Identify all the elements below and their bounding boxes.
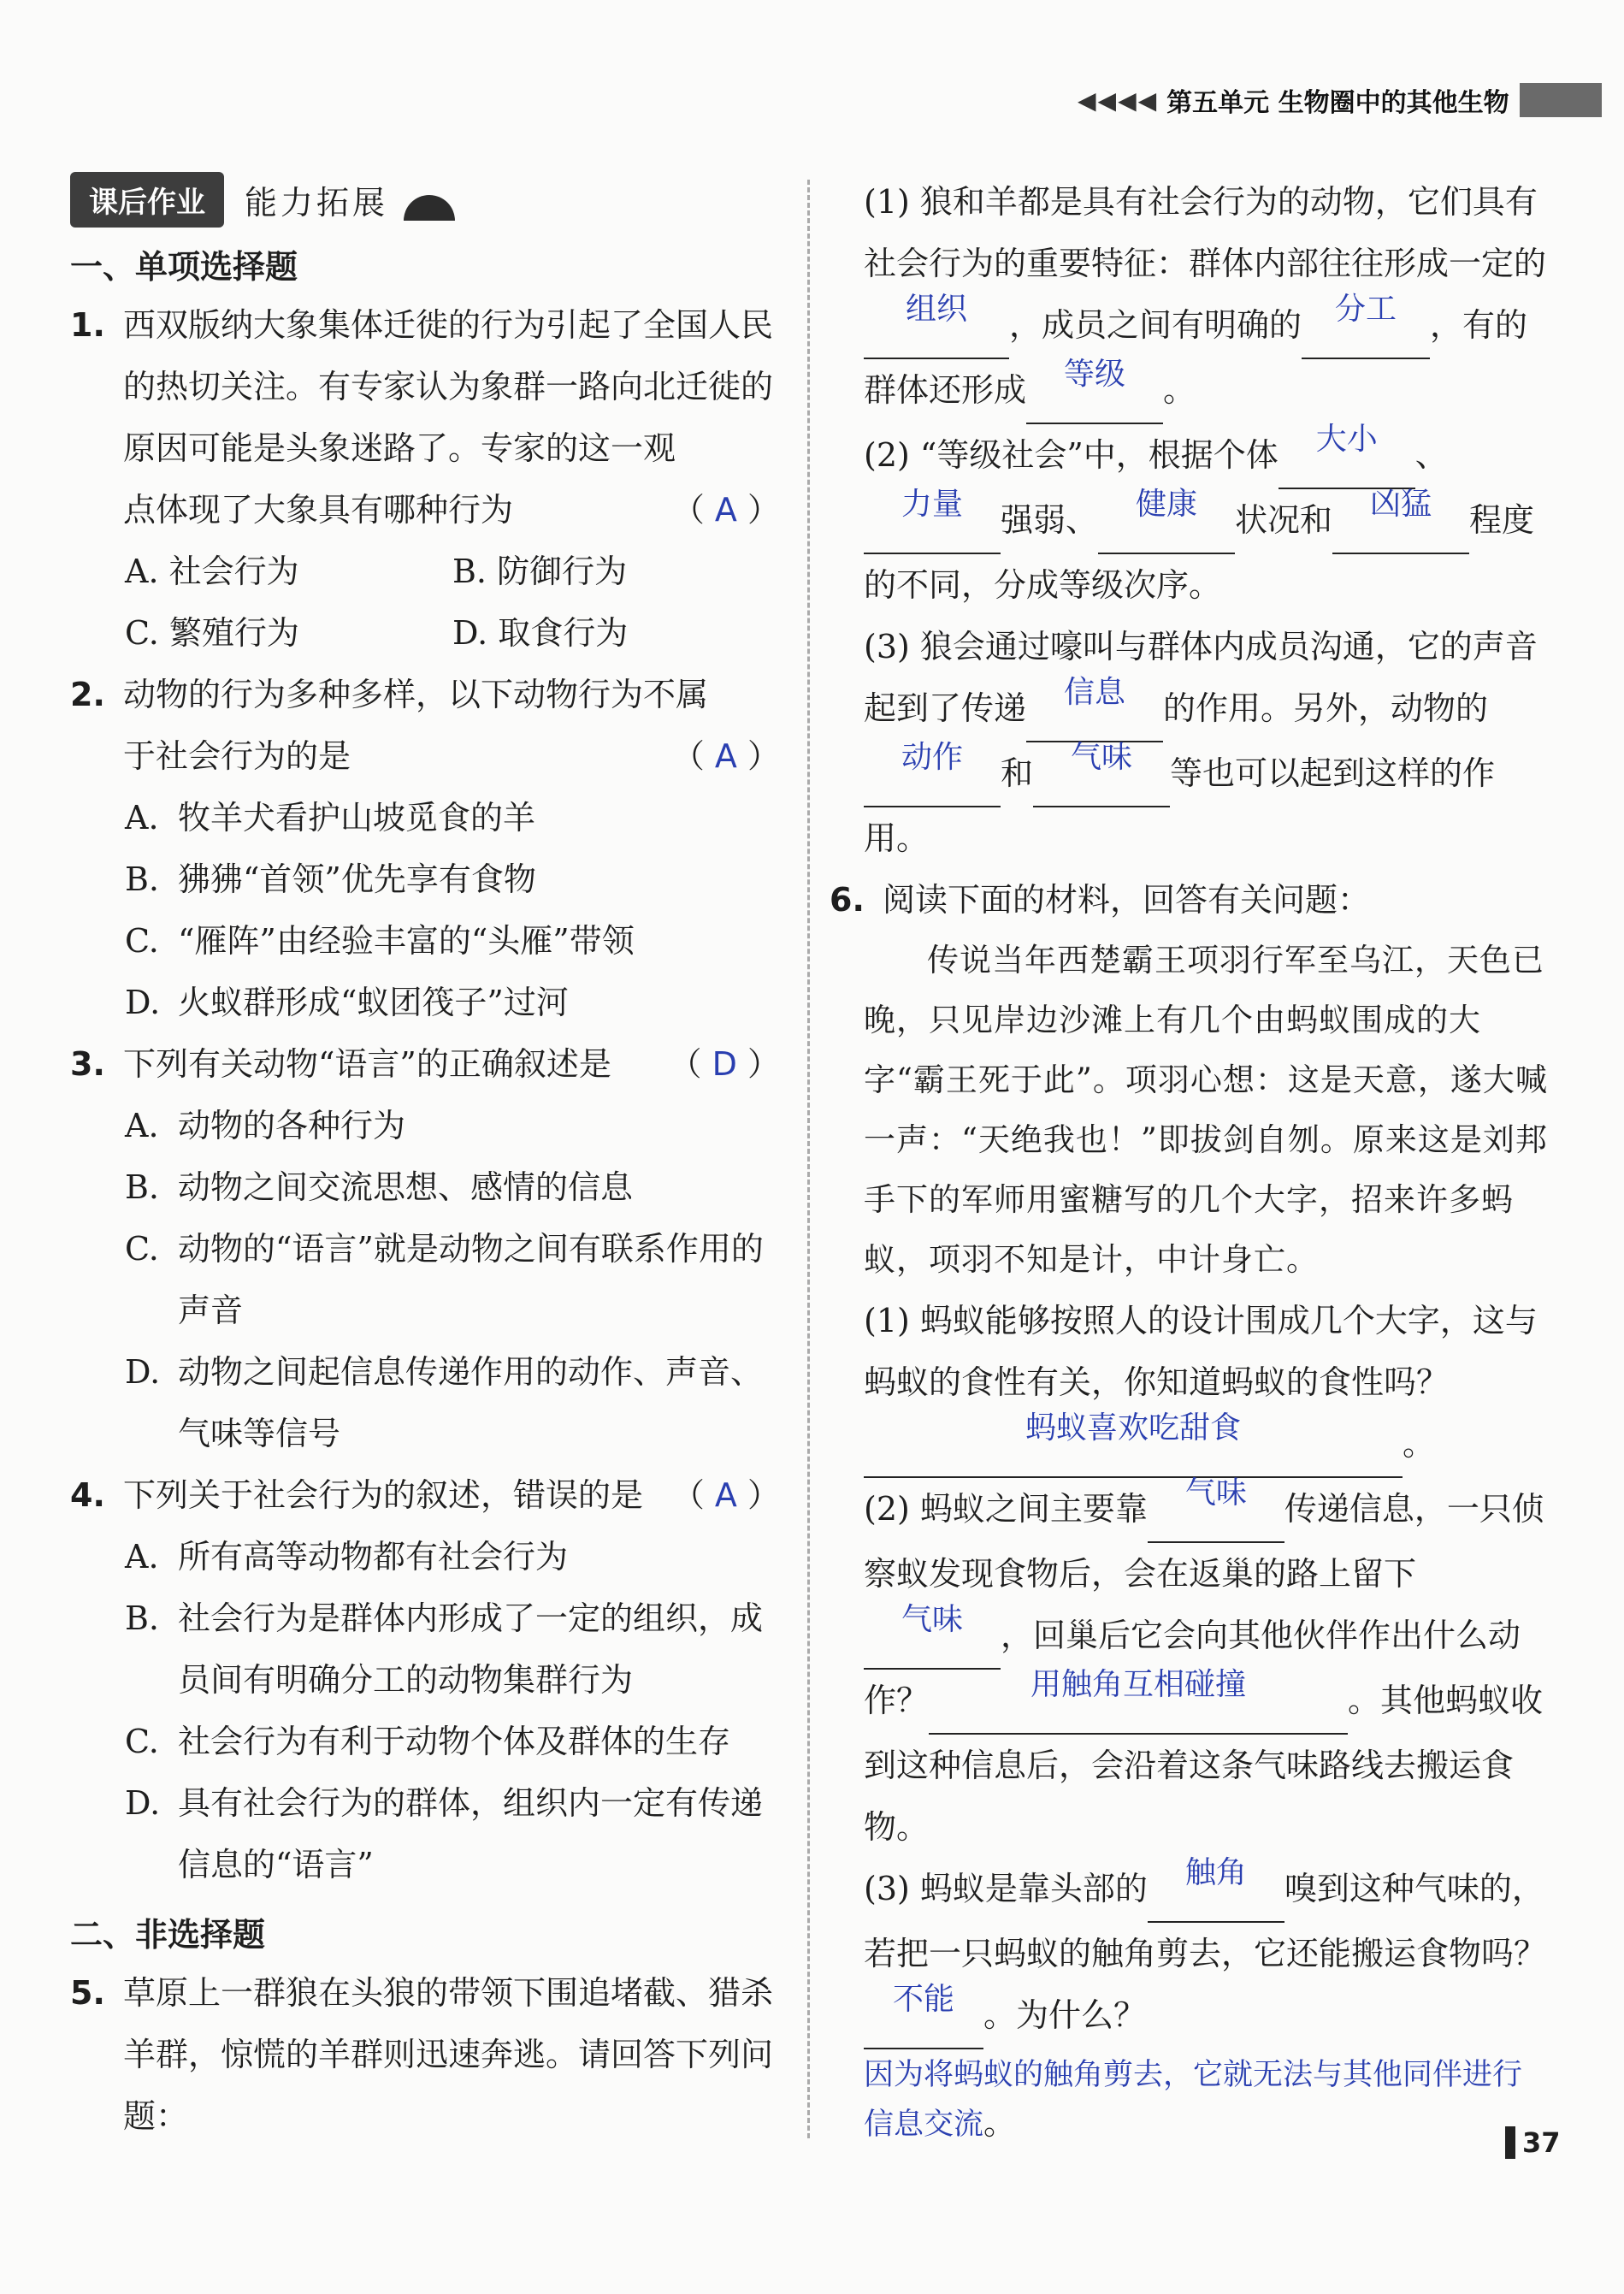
question-stem-end: 点体现了大象具有哪种行为 xyxy=(123,491,514,529)
fill-blank xyxy=(1026,359,1163,424)
right-column xyxy=(830,171,1548,2149)
options-row xyxy=(70,541,780,602)
column-divider xyxy=(807,180,810,2138)
option xyxy=(70,910,780,972)
option-d: D. 取食行为 xyxy=(452,614,629,652)
q5-text: 等也可以起到这样的作用。 xyxy=(864,754,1496,857)
question-stem: 西双版纳大象集体迁徙的行为引起了全国人民的热切关注。有专家认为象群一路向北迁徙的原因可能是头象迷路了。专家的这一观 xyxy=(123,306,774,467)
question-stem: 下列关于社会行为的叙述，错误的是 xyxy=(123,1476,644,1514)
badge-decoration xyxy=(404,195,455,221)
q6-text: 。其他蚂蚁收到这种信息后，会沿着这条气味路线去搬运食物。 xyxy=(864,1682,1544,1846)
option-text: 社会行为是群体内形成了一定的组织，成员间有明确分工的动物集群行为 xyxy=(178,1599,764,1699)
q6-text: 。 xyxy=(983,2104,1017,2142)
option xyxy=(70,1095,780,1156)
q6-part-2 xyxy=(864,1475,1548,1858)
answer-value: 力量 xyxy=(901,487,963,522)
question-6 xyxy=(830,869,1548,931)
q5-text: (3) 狼会通过嚎叫与群体内成员沟通，它的声音起到了传递 xyxy=(864,628,1538,727)
answer-value: D xyxy=(712,1045,737,1083)
left-column xyxy=(70,171,780,2147)
question-5 xyxy=(70,1962,780,2147)
fill-blank xyxy=(864,489,1001,554)
page-number-marker xyxy=(1505,2126,1515,2159)
badge-tag: 课后作业 xyxy=(70,172,224,228)
answer-value: 动作 xyxy=(901,740,963,775)
option xyxy=(70,1341,780,1464)
option xyxy=(70,848,780,910)
option-text: “雁阵”由经验丰富的“头雁”带领 xyxy=(178,922,635,960)
answer-paren: （ A ） xyxy=(671,491,780,529)
answer-value: A xyxy=(714,737,737,775)
answer-value: 气味 xyxy=(1184,1475,1247,1511)
answer-value: 气味 xyxy=(1071,740,1133,775)
q6-part-3 xyxy=(864,1855,1548,2049)
question-number: 3. xyxy=(70,1045,105,1083)
answer-paren: （ A ） xyxy=(671,737,780,775)
answer-value: 气味 xyxy=(901,1602,963,1637)
option-c: C. 繁殖行为 xyxy=(125,614,299,652)
option-text: 所有高等动物都有社会行为 xyxy=(178,1538,569,1576)
option-letter: A. xyxy=(125,799,159,837)
unit-title: 第五单元 生物圈中的其他生物 xyxy=(1166,88,1509,118)
question-stem: 草原上一群狼在头狼的带领下围追堵截、猎杀羊群，惊慌的羊群则迅速奔逃。请回答下列问题： xyxy=(123,1974,774,2135)
option xyxy=(70,1587,780,1711)
q6-part-1 xyxy=(864,1290,1548,1478)
answer-value: 不能 xyxy=(892,1982,954,2017)
answer-value: 分工 xyxy=(1335,292,1397,327)
question-number: 6. xyxy=(830,881,865,919)
fill-blank xyxy=(864,742,1001,807)
options-row xyxy=(70,602,780,664)
answer-value: 大小 xyxy=(1315,422,1378,457)
fill-blank xyxy=(1098,489,1235,554)
question-number: 1. xyxy=(70,306,105,344)
option-letter: A. xyxy=(125,1107,159,1144)
option-text: 具有社会行为的群体，组织内一定有传递信息的“语言” xyxy=(178,1784,764,1883)
answer-value: 用触角互相碰撞 xyxy=(1031,1667,1247,1702)
option-letter: B. xyxy=(125,1168,160,1206)
question-4 xyxy=(70,1464,780,1526)
page-number-value: 37 xyxy=(1522,2126,1561,2159)
question-stem: 动物的行为多种多样，以下动物行为不属 xyxy=(123,676,709,713)
option-letter: D. xyxy=(125,1784,161,1822)
header-bar xyxy=(1520,83,1602,117)
section-single-choice: 一、单项选择题 xyxy=(70,248,298,286)
answer-value: 触角 xyxy=(1184,1855,1247,1890)
fill-blank xyxy=(1033,742,1170,807)
answer-value: 信息 xyxy=(1064,675,1126,710)
option-text: 牧羊犬看护山坡觅食的羊 xyxy=(178,799,536,837)
q5-part-3 xyxy=(864,616,1548,869)
fill-blank xyxy=(929,1667,1348,1735)
option-letter: C. xyxy=(125,922,159,960)
question-stem: 下列有关动物“语言”的正确叙述是 xyxy=(123,1045,611,1083)
answer-value: 健康 xyxy=(1136,487,1198,522)
option-letter: B. xyxy=(125,1599,160,1637)
option xyxy=(70,972,780,1033)
fill-blank xyxy=(1148,1475,1284,1543)
question-3 xyxy=(70,1033,780,1095)
answer-value: 等级 xyxy=(1064,357,1126,392)
question-number: 4. xyxy=(70,1476,105,1514)
fill-blank xyxy=(864,294,1009,359)
answer-value: A xyxy=(714,1476,737,1514)
q5-text: 程度的不同，分成等级次序。 xyxy=(864,501,1535,604)
q5-text: 。 xyxy=(1163,371,1196,409)
q6-text: ，回巢后它会向其他伙伴作出什么动作？ xyxy=(864,1617,1521,1719)
fill-blank xyxy=(1332,489,1469,554)
badge-subtitle: 能力拓展 xyxy=(245,183,389,222)
option xyxy=(70,1218,780,1341)
option-letter: D. xyxy=(125,1353,161,1391)
fill-blank xyxy=(864,1602,1001,1670)
question-1 xyxy=(70,294,780,541)
option xyxy=(70,1156,780,1218)
q6-text: 传递信息，一只侦察蚁发现食物后，会在返巢的路上留下 xyxy=(864,1490,1544,1593)
option-text: 火蚁群形成“蚁团筏子”过河 xyxy=(178,984,569,1021)
answer-value: 凶猛 xyxy=(1370,487,1432,522)
q6-text: (1) 蚂蚁能够按照人的设计围成几个大字，这与蚂蚁的食性有关，你知道蚂蚁的食性吗？ xyxy=(864,1302,1538,1401)
answer-value: 因为将蚂蚁的触角剪去，它就无法与其他同伴进行信息交流 xyxy=(864,2058,1523,2142)
option xyxy=(70,1711,780,1772)
q6-text: (2) 蚂蚁之间主要靠 xyxy=(864,1490,1148,1528)
option-text: 动物的“语言”就是动物之间有联系作用的声音 xyxy=(178,1230,764,1329)
answer-value: 组织 xyxy=(905,292,967,327)
option-b: B. 防御行为 xyxy=(452,553,628,590)
q6-text: 。 xyxy=(1403,1425,1436,1463)
answer-paren: （ A ） xyxy=(671,1476,780,1514)
reading-passage: 传说当年西楚霸王项羽行军至乌江，天色已晚，只见岸边沙滩上有几个由蚂蚁围成的大字“霸王死于此”。项羽心想：这是天意，遂大喊一声：“天绝我也！”即拔剑自刎。原来这是刘邦手下的军师用蜜糖写的几个大字，招来许多蚂蚁，项羽不知是计，中计身亡。 xyxy=(864,942,1548,1278)
q6-text: 嗅到这种气味的，若把一只蚂蚁的触角剪去，它还能搬运食物吗？ xyxy=(864,1870,1547,1972)
q5-text: 和 xyxy=(1001,754,1034,792)
q5-text: 的作用。另外，动物的 xyxy=(1163,689,1489,727)
q5-text: ，有的群体还形成 xyxy=(864,306,1528,409)
option-text: 狒狒“首领”优先享有食物 xyxy=(178,860,536,898)
fill-blank xyxy=(1279,424,1415,489)
option-text: 动物之间交流思想、感情的信息 xyxy=(178,1168,634,1206)
q5-part-2 xyxy=(864,424,1548,616)
nav-arrows-icon: ◀◀◀◀ xyxy=(1078,86,1159,115)
q5-text: 、 xyxy=(1414,436,1448,474)
question-stem: 阅读下面的材料，回答有关问题： xyxy=(883,881,1371,919)
answer-value: A xyxy=(714,491,737,529)
page-header xyxy=(1078,82,1602,118)
q5-text: 状况和 xyxy=(1235,501,1333,539)
question-stem-end: 于社会行为的是 xyxy=(123,737,351,775)
option xyxy=(70,1772,780,1895)
section-non-choice: 二、非选择题 xyxy=(70,1916,266,1954)
option-text: 动物的各种行为 xyxy=(178,1107,406,1144)
q6-part-3-answer xyxy=(864,2049,1548,2149)
q5-text: (2) “等级社会”中，根据个体 xyxy=(864,436,1279,474)
option xyxy=(70,787,780,848)
fill-blank xyxy=(1026,677,1163,742)
q5-text: ，成员之间有明确的 xyxy=(1009,306,1302,344)
option-a: A. 社会行为 xyxy=(125,553,299,590)
question-number: 5. xyxy=(70,1974,105,2012)
question-2 xyxy=(70,664,780,787)
answer-value: 蚂蚁喜欢吃甜食 xyxy=(1025,1410,1241,1446)
option-letter: C. xyxy=(125,1230,159,1268)
option-letter: B. xyxy=(125,860,160,898)
option-letter: A. xyxy=(125,1538,159,1576)
q5-part-1 xyxy=(864,171,1548,424)
option xyxy=(70,1526,780,1587)
fill-blank xyxy=(864,1410,1403,1478)
option-letter: D. xyxy=(125,984,161,1021)
fill-blank xyxy=(864,1984,983,2049)
homework-badge xyxy=(70,171,780,228)
answer-paren: （ D ） xyxy=(669,1045,780,1083)
option-text: 社会行为有利于动物个体及群体的生存 xyxy=(178,1723,731,1760)
option-text: 动物之间起信息传递作用的动作、声音、气味等信号 xyxy=(178,1353,764,1452)
question-number: 2. xyxy=(70,676,105,713)
q6-text: 。为什么？ xyxy=(983,1996,1147,2034)
q5-text: (1) 狼和羊都是具有社会行为的动物，它们具有社会行为的重要特征：群体内部往往形成一定的 xyxy=(864,183,1547,282)
fill-blank xyxy=(1148,1855,1284,1923)
page-number xyxy=(1505,2126,1561,2159)
q6-text: (3) 蚂蚁是靠头部的 xyxy=(864,1870,1148,1907)
option-letter: C. xyxy=(125,1723,159,1760)
fill-blank xyxy=(1302,294,1430,359)
q5-text: 强弱、 xyxy=(1001,501,1099,539)
